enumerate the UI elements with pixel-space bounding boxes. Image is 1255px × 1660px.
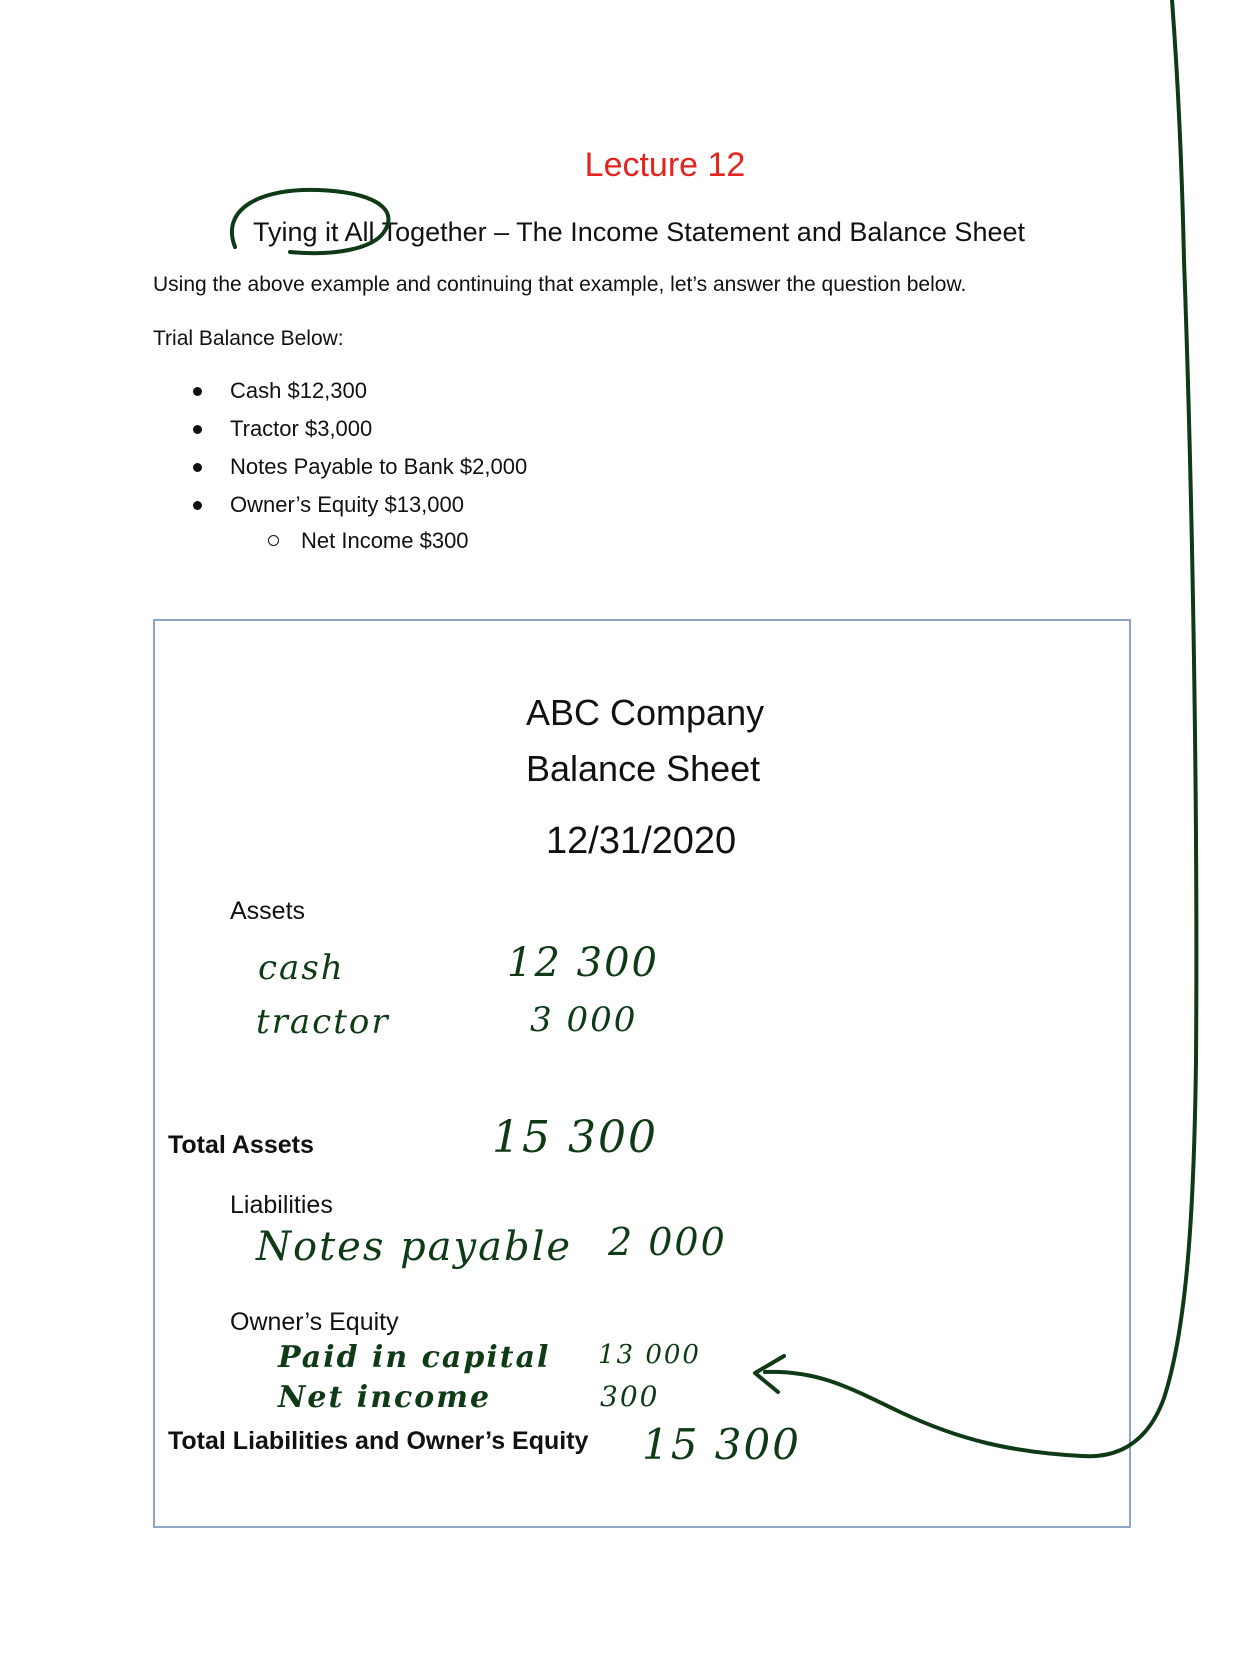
handwritten-net-income: Net income xyxy=(278,1380,492,1415)
trial-balance-list xyxy=(185,378,527,530)
list-item: Cash $12,300 xyxy=(185,378,527,416)
list-item: Owner’s Equity $13,000 xyxy=(185,492,527,530)
handwritten-paid-in-capital-value: 13 000 xyxy=(598,1340,701,1370)
subtitle: Tying it All Together – The Income Statement and Balance Sheet xyxy=(253,217,1025,247)
assets-label: Assets xyxy=(230,897,306,925)
intro-text: Using the above example and continuing that example, let’s answer the question below. xyxy=(153,273,967,296)
handwritten-notes-payable-value: 2 000 xyxy=(608,1220,727,1264)
total-liab-equity-label: Total Liabilities and Owner’s Equity xyxy=(168,1427,589,1455)
bullet-icon xyxy=(193,501,202,510)
handwritten-notes-payable: Notes payable xyxy=(256,1224,573,1270)
sub-list-item: Net Income $300 xyxy=(268,528,469,554)
total-assets-label: Total Assets xyxy=(168,1131,314,1159)
handwritten-paid-in-capital: Paid in capital xyxy=(278,1340,551,1375)
handwritten-tractor-value: 3 000 xyxy=(530,1000,638,1040)
handwritten-cash-value: 12 300 xyxy=(507,940,659,986)
equity-label: Owner’s Equity xyxy=(230,1308,399,1336)
sheet-date: 12/31/2020 xyxy=(546,820,737,862)
trial-balance-heading: Trial Balance Below: xyxy=(153,327,344,350)
handwritten-tractor: tractor xyxy=(256,1002,390,1042)
sheet-title: Balance Sheet xyxy=(526,748,761,789)
handwritten-total-assets: 15 300 xyxy=(492,1112,658,1163)
handwritten-net-income-value: 300 xyxy=(600,1380,660,1413)
bullet-icon xyxy=(193,463,202,472)
handwritten-cash: cash xyxy=(258,948,345,988)
list-item: Tractor $3,000 xyxy=(185,416,527,454)
hollow-bullet-icon xyxy=(268,535,279,546)
company-name: ABC Company xyxy=(526,692,765,733)
bullet-icon xyxy=(193,425,202,434)
lecture-title: Lecture 12 xyxy=(584,146,746,184)
list-item: Notes Payable to Bank $2,000 xyxy=(185,454,527,492)
liabilities-label: Liabilities xyxy=(230,1191,333,1219)
handwritten-total-liab-equity: 15 300 xyxy=(642,1420,801,1469)
bullet-icon xyxy=(193,387,202,396)
